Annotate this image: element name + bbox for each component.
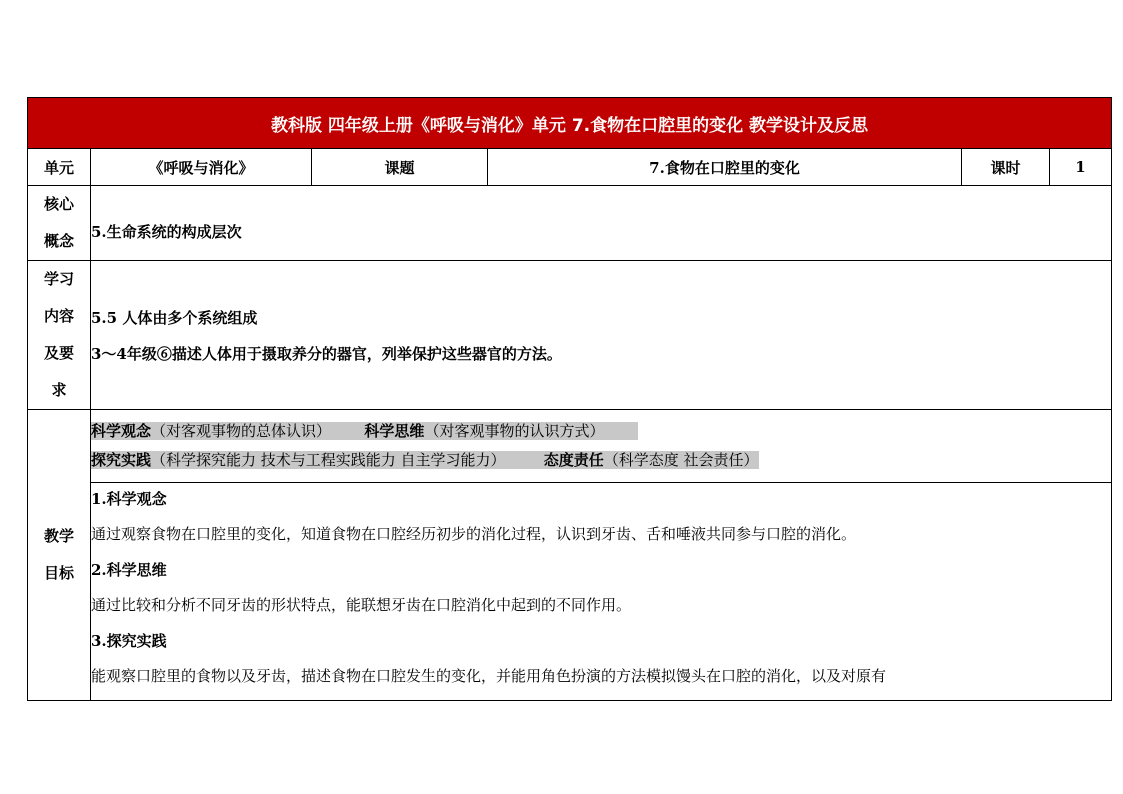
category-science-concept: 科学观念	[91, 422, 152, 440]
core-concept-label	[28, 186, 91, 261]
topic-value: 7.食物在口腔里的变化	[488, 149, 962, 186]
req-label-line-1: 学习	[43, 270, 74, 288]
lesson-plan-table	[27, 97, 1112, 701]
req-label-line-2: 内容	[43, 307, 74, 325]
core-concept-text: 5.生命系统的构成层次	[91, 222, 242, 241]
requirements-line-2: 3～4年级⑥描述人体用于摄取养分的器官，列举保护这些器官的方法。	[91, 345, 562, 363]
category-science-concept-desc: （对客观事物的总体认识）	[151, 422, 332, 440]
core-concept-content	[91, 186, 1112, 261]
goal-categories-row	[28, 410, 1112, 483]
topic-label: 课题	[312, 149, 488, 186]
requirements-content	[91, 261, 1112, 410]
header-row	[28, 149, 1112, 186]
req-label-line-3: 及要	[43, 344, 74, 362]
goals-label-line-2: 目标	[43, 564, 74, 582]
goal-text-3: 能观察口腔里的食物以及牙齿，描述食物在口腔发生的变化，并能用角色扮演的方法模拟馒头在口腔的消化，以及对原有	[91, 667, 887, 685]
goal-heading-3: 3.探究实践	[91, 632, 167, 650]
unit-value: 《呼吸与消化》	[91, 149, 312, 186]
requirements-line-1: 5.5 人体由多个系统组成	[91, 309, 258, 327]
core-label-line-2: 概念	[43, 232, 74, 250]
goal-heading-2: 2.科学思维	[91, 561, 167, 579]
category-science-thinking-desc: （对客观事物的认识方式）	[424, 422, 605, 440]
goal-text-1: 通过观察食物在口腔里的变化，知道食物在口腔经历初步的消化过程，认识到牙齿、舌和唾液共同参与口腔的消化。	[91, 525, 857, 543]
goals-label-line-1: 教学	[43, 527, 74, 545]
title-row	[28, 98, 1112, 149]
requirements-label	[28, 261, 91, 410]
category-attitude-responsibility: 态度责任	[543, 451, 604, 469]
req-label-line-4: 求	[51, 381, 67, 399]
goal-categories-content	[91, 410, 1112, 483]
core-label-line-1: 核心	[43, 195, 74, 213]
goals-detail-row	[28, 483, 1112, 701]
categories-line-2	[91, 449, 1111, 470]
category-inquiry-practice: 探究实践	[91, 451, 152, 469]
unit-label: 单元	[28, 149, 91, 186]
categories-line-1	[91, 420, 1111, 441]
requirements-row	[28, 261, 1112, 410]
goal-heading-1: 1.科学观念	[91, 490, 167, 508]
category-inquiry-practice-desc: （科学探究能力 技术与工程实践能力 自主学习能力）	[151, 451, 506, 469]
period-label: 课时	[962, 149, 1050, 186]
category-science-thinking: 科学思维	[364, 422, 425, 440]
document-title: 教科版 四年级上册《呼吸与消化》单元 7.食物在口腔里的变化 教学设计及反思	[28, 98, 1112, 149]
period-value: 1	[1050, 149, 1112, 186]
core-concept-row	[28, 186, 1112, 261]
goals-detail-content	[91, 483, 1112, 701]
category-attitude-responsibility-desc: （科学态度 社会责任）	[603, 451, 759, 469]
goal-text-2: 通过比较和分析不同牙齿的形状特点，能联想牙齿在口腔消化中起到的不同作用。	[91, 596, 632, 614]
teaching-goals-label	[28, 410, 91, 701]
